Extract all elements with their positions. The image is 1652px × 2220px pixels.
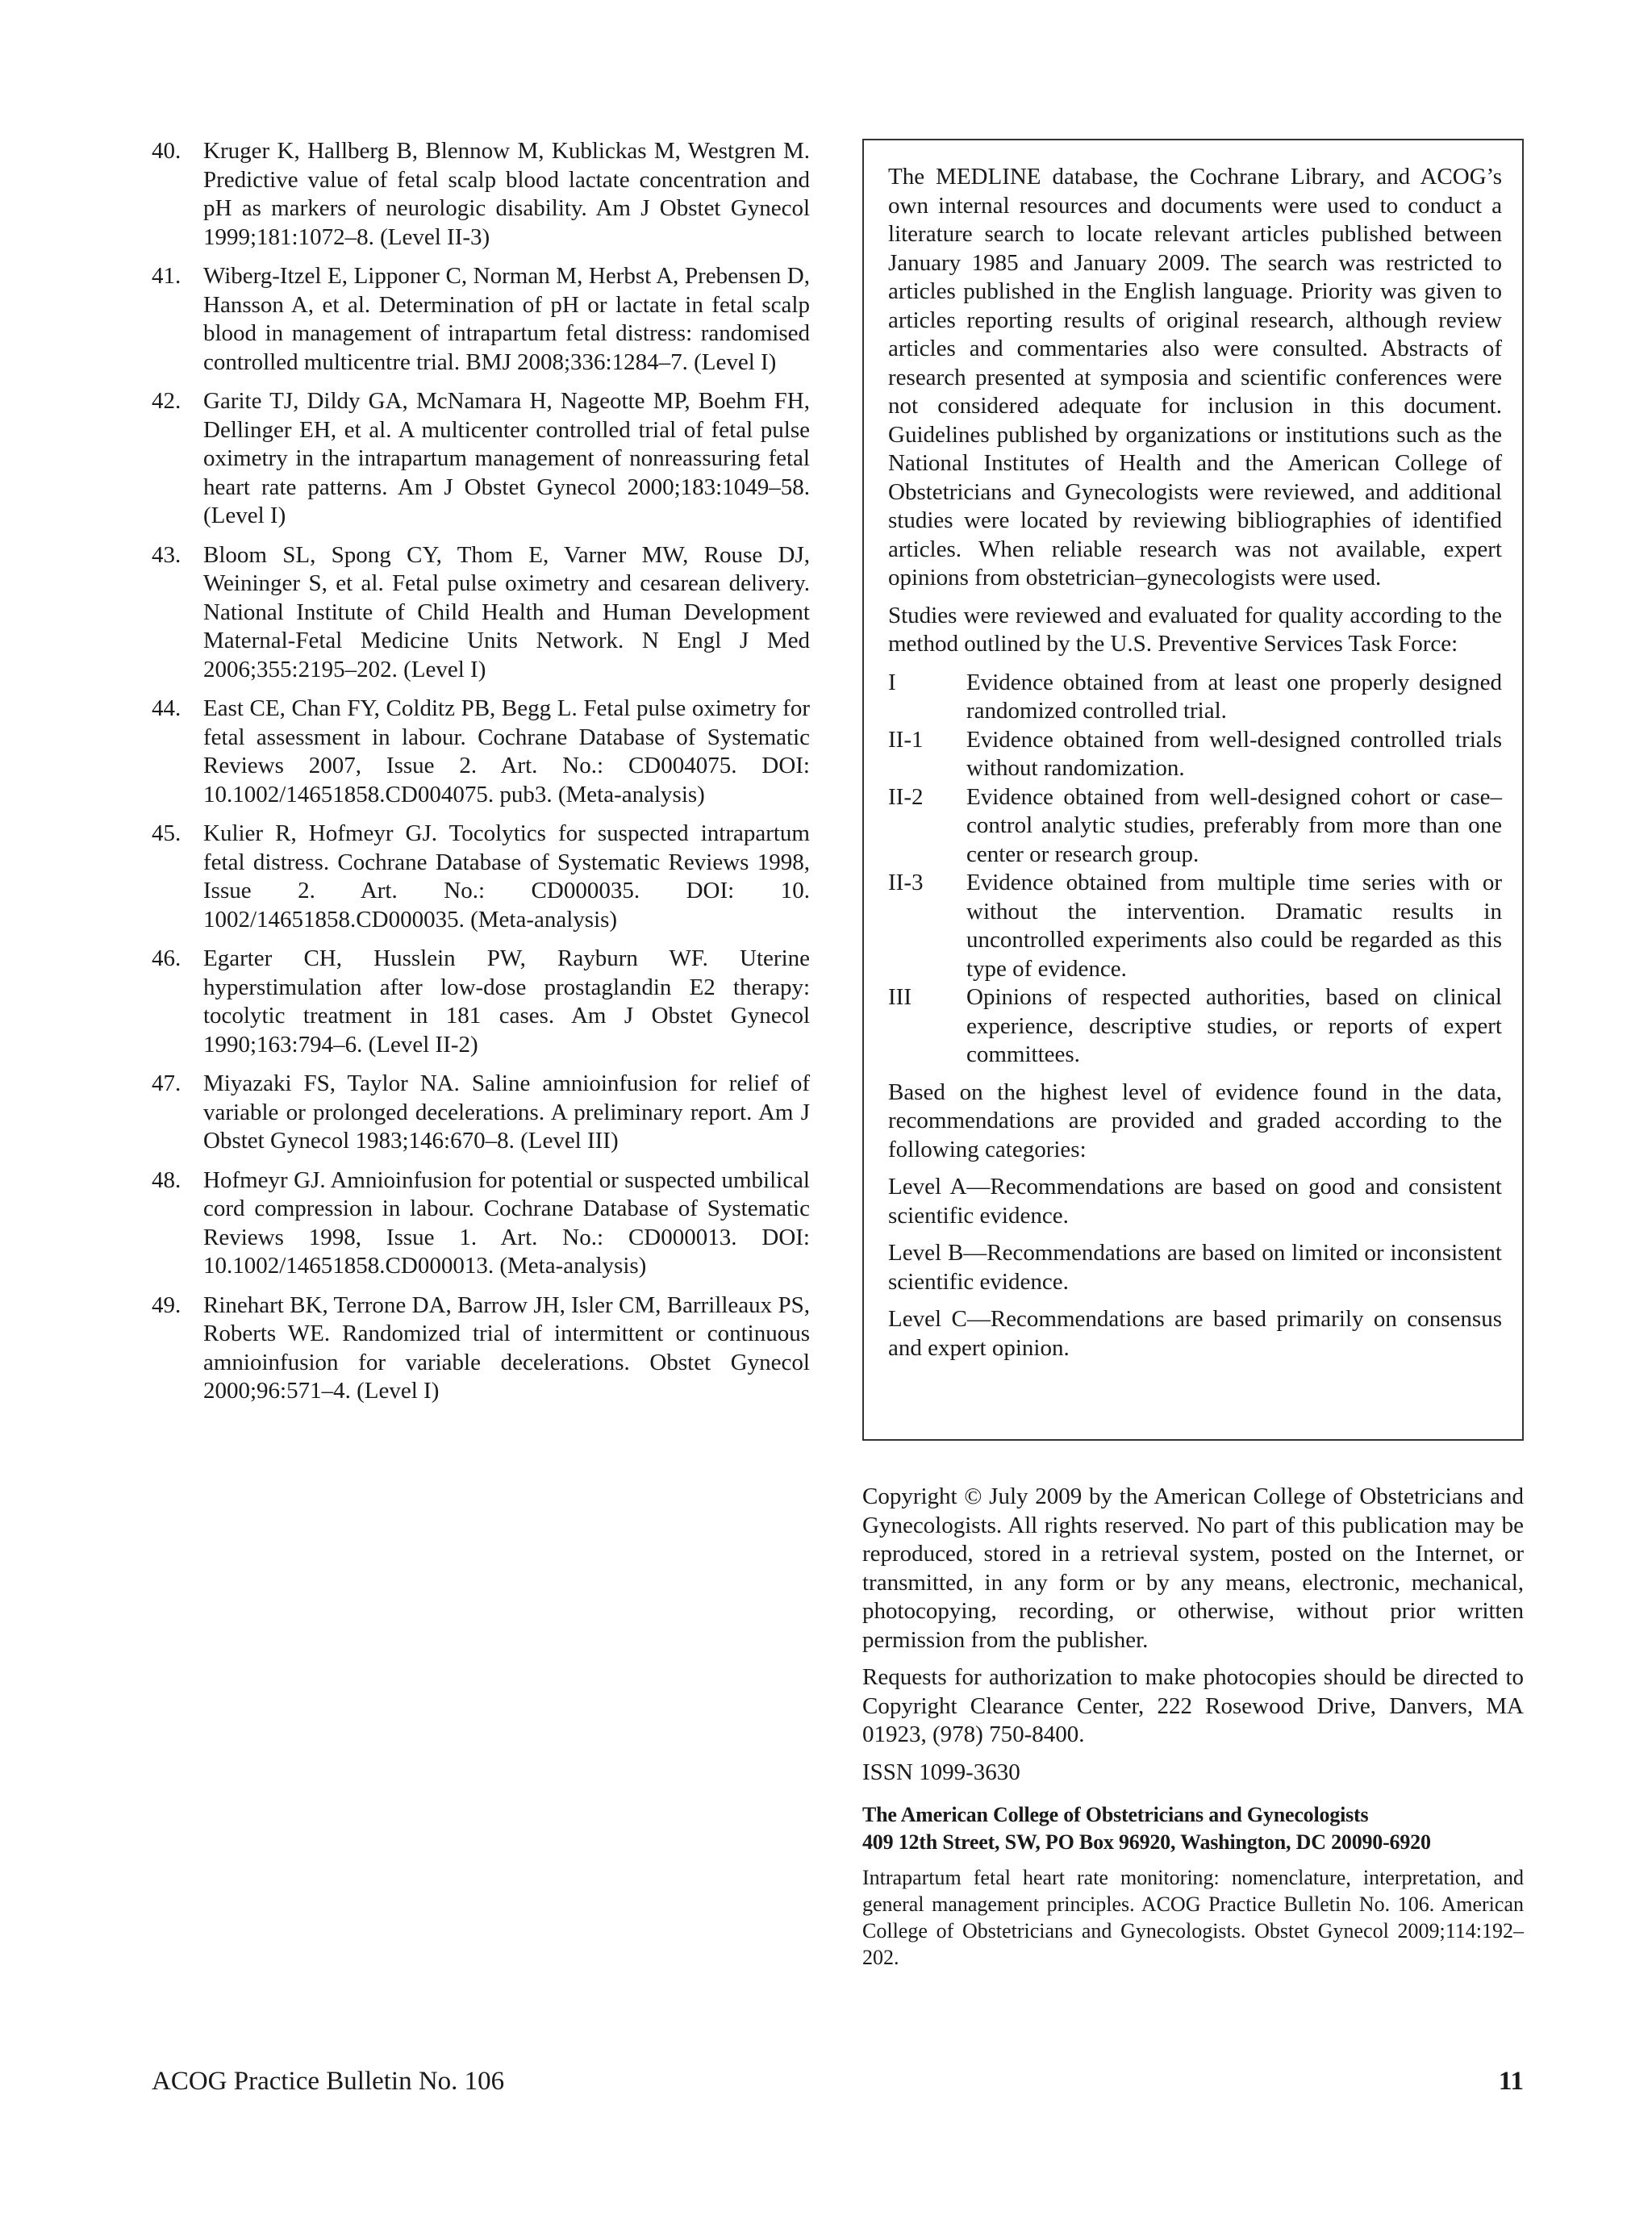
- evidence-level-code: II-2: [888, 783, 924, 810]
- publisher-address: 409 12th Street, SW, PO Box 96920, Washington, DC 20090-6920: [862, 1830, 1431, 1854]
- evidence-level-code: III: [888, 984, 912, 1010]
- reference-number: 48.: [152, 1166, 181, 1193]
- evidence-level-text: Evidence obtained from multiple time series with or without the intervention. Dramatic results in uncontrolled experiments also could be regarded as this type of evidence.: [966, 870, 1502, 982]
- methods-based-on: Based on the highest level of evidence found in the data, recommendations are provided and graded according to the following categories:: [888, 1079, 1502, 1162]
- evidence-level-text: Evidence obtained from well-designed controlled trials without randomization.: [966, 726, 1502, 781]
- reference-number: 47.: [152, 1070, 181, 1096]
- copyright-requests: Requests for authorization to make photocopies should be directed to Copyright Clearance Center, 222 Rosewood Drive, Danvers, MA 01923, (978) 750-8400.: [862, 1664, 1524, 1747]
- reference-item: [152, 1292, 810, 1406]
- publisher-name: The American College of Obstetricians and Gynecologists: [862, 1803, 1369, 1826]
- reference-item: [152, 137, 810, 252]
- reference-number: 45.: [152, 820, 181, 846]
- reference-text: Kulier R, Hofmeyr GJ. Tocolytics for suspected intrapartum fetal distress. Cochrane Database of Systematic Reviews 1998, Issue 2. Art. No.: CD000035. DOI: 10. 1002/14651858.CD000035. (Meta-analysis): [203, 820, 810, 933]
- reference-text: Hofmeyr GJ. Amnioinfusion for potential or suspected umbilical cord compression in labour. Cochrane Database of Systematic Reviews 1998, Issue 1. Art. No.: CD000013. DOI: 10.1002/14651858.CD000013. (Meta-analysis): [203, 1166, 810, 1279]
- reference-number: 41.: [152, 263, 181, 289]
- evidence-levels: [888, 669, 1502, 1070]
- evidence-level: [888, 983, 1502, 1070]
- reference-text: East CE, Chan FY, Colditz PB, Begg L. Fetal pulse oximetry for fetal assessment in labour. Cochrane Database of Systematic Reviews 2007, Issue 2. Art. No.: CD004075. DOI: 10.1002/14651858.CD004075. pub3. (Meta-analysis): [203, 695, 810, 807]
- suggested-citation: Intrapartum fetal heart rate monitoring: nomenclature, interpretation, and general management principles. ACOG Practice Bulletin No. 106. American College of Obstetricians and Gynecologists. Obstet Gynecol 2009;114:192–202.: [862, 1866, 1524, 1969]
- methods-intro: The MEDLINE database, the Cochrane Library, and ACOG’s own internal resources and documents were used to conduct a literature search to locate relevant articles published between January 1985 and January 2009. The search was restricted to articles published in the English language. Priority was given to articles reporting results of original research, although review articles and commentaries also were consulted. Abstracts of research presented at symposia and scientific conferences were not considered adequate for inclusion in this document. Guidelines published by organizations or institutions such as the National Institutes of Health and the American College of Obstetricians and Gynecologists were reviewed, and additional studies were located by reviewing bibliographies of identified articles. When reliable research was not available, expert opinions from obstetrician–gynecologists were used.: [888, 164, 1502, 590]
- reference-text: Kruger K, Hallberg B, Blennow M, Kublickas M, Westgren M. Predictive value of fetal scalp blood lactate concentration and pH as markers of neurologic disability. Am J Obstet Gynecol 1999;181:1072–8. (Level II-3): [203, 138, 810, 250]
- reference-item: [152, 945, 810, 1059]
- reference-item: [152, 695, 810, 809]
- copyright-notice: Copyright © July 2009 by the American College of Obstetricians and Gynecologists. All rights reserved. No part of this publication may be reproduced, stored in a retrieval system, posted on the Internet, or transmitted, in any form or by any means, electronic, mechanical, photocopying, recording, or otherwise, without prior written permission from the publisher.: [862, 1483, 1524, 1653]
- reference-text: Wiberg-Itzel E, Lipponer C, Norman M, Herbst A, Prebensen D, Hansson A, et al. Determination of pH or lactate in fetal scalp blood in management of intrapartum fetal distress: randomised controlled multicentre trial. BMJ 2008;336:1284–7. (Level I): [203, 263, 810, 375]
- evidence-level-code: II-1: [888, 726, 924, 753]
- reference-item: [152, 1166, 810, 1281]
- reference-item: [152, 1070, 810, 1156]
- reference-text: Rinehart BK, Terrone DA, Barrow JH, Isler CM, Barrilleaux PS, Roberts WE. Randomized trial of intermittent or continuous amnioinfusion for variable decelerations. Obstet Gynecol 2000;96:571–4. (Level I): [203, 1292, 810, 1404]
- methods-box: [862, 139, 1524, 1441]
- copyright-section: [862, 1483, 1524, 1971]
- recommendation-level-c: Level C—Recommendations are based primarily on consensus and expert opinion.: [888, 1306, 1502, 1361]
- reference-list: [152, 137, 810, 1417]
- evidence-level: [888, 783, 1502, 870]
- methods-studies: Studies were reviewed and evaluated for quality according to the method outlined by the U.S. Preventive Services Task Force:: [888, 602, 1502, 657]
- issn: ISSN 1099-3630: [862, 1759, 1020, 1785]
- recommendation-level-a: Level A—Recommendations are based on good and consistent scientific evidence.: [888, 1174, 1502, 1229]
- reference-number: 49.: [152, 1292, 181, 1318]
- reference-text: Miyazaki FS, Taylor NA. Saline amnioinfusion for relief of variable or prolonged decelerations. A preliminary report. Am J Obstet Gynecol 1983;146:670–8. (Level III): [203, 1070, 810, 1154]
- page-number: 11: [1498, 2067, 1524, 2096]
- reference-text: Egarter CH, Husslein PW, Rayburn WF. Uterine hyperstimulation after low-dose prostaglandin E2 therapy: tocolytic treatment in 181 cases. Am J Obstet Gynecol 1990;163:794–6. (Level II-2): [203, 945, 810, 1058]
- footer-title: ACOG Practice Bulletin No. 106: [152, 2067, 505, 2096]
- publisher-block: [862, 1801, 1524, 1856]
- reference-item: [152, 387, 810, 531]
- evidence-level: [888, 669, 1502, 726]
- reference-text: Garite TJ, Dildy GA, McNamara H, Nageotte MP, Boehm FH, Dellinger EH, et al. A multicenter controlled trial of fetal pulse oximetry in the intrapartum management of nonreassuring fetal heart rate patterns. Am J Obstet Gynecol 2000;183:1049–58. (Level I): [203, 388, 810, 528]
- evidence-level-text: Evidence obtained from well-designed cohort or case–control analytic studies, preferably from more than one center or research group.: [966, 783, 1502, 867]
- reference-item: [152, 820, 810, 934]
- reference-number: 44.: [152, 695, 181, 721]
- evidence-level: [888, 726, 1502, 783]
- reference-item: [152, 262, 810, 377]
- reference-number: 40.: [152, 138, 181, 164]
- reference-number: 43.: [152, 541, 181, 568]
- evidence-level-text: Opinions of respected authorities, based on clinical experience, descriptive studies, or reports of expert committees.: [966, 984, 1502, 1067]
- reference-number: 42.: [152, 388, 181, 414]
- evidence-level-text: Evidence obtained from at least one properly designed randomized controlled trial.: [966, 669, 1502, 724]
- reference-number: 46.: [152, 945, 181, 971]
- evidence-level-code: I: [888, 669, 896, 695]
- evidence-level-code: II-3: [888, 870, 924, 895]
- evidence-level: [888, 869, 1502, 983]
- reference-text: Bloom SL, Spong CY, Thom E, Varner MW, Rouse DJ, Weininger S, et al. Fetal pulse oximetry and cesarean delivery. National Institute of Child Health and Human Development Maternal-Fetal Medicine Units Network. N Engl J Med 2006;355:2195–202. (Level I): [203, 541, 810, 682]
- recommendation-level-b: Level B—Recommendations are based on limited or inconsistent scientific evidence.: [888, 1240, 1502, 1295]
- reference-item: [152, 541, 810, 685]
